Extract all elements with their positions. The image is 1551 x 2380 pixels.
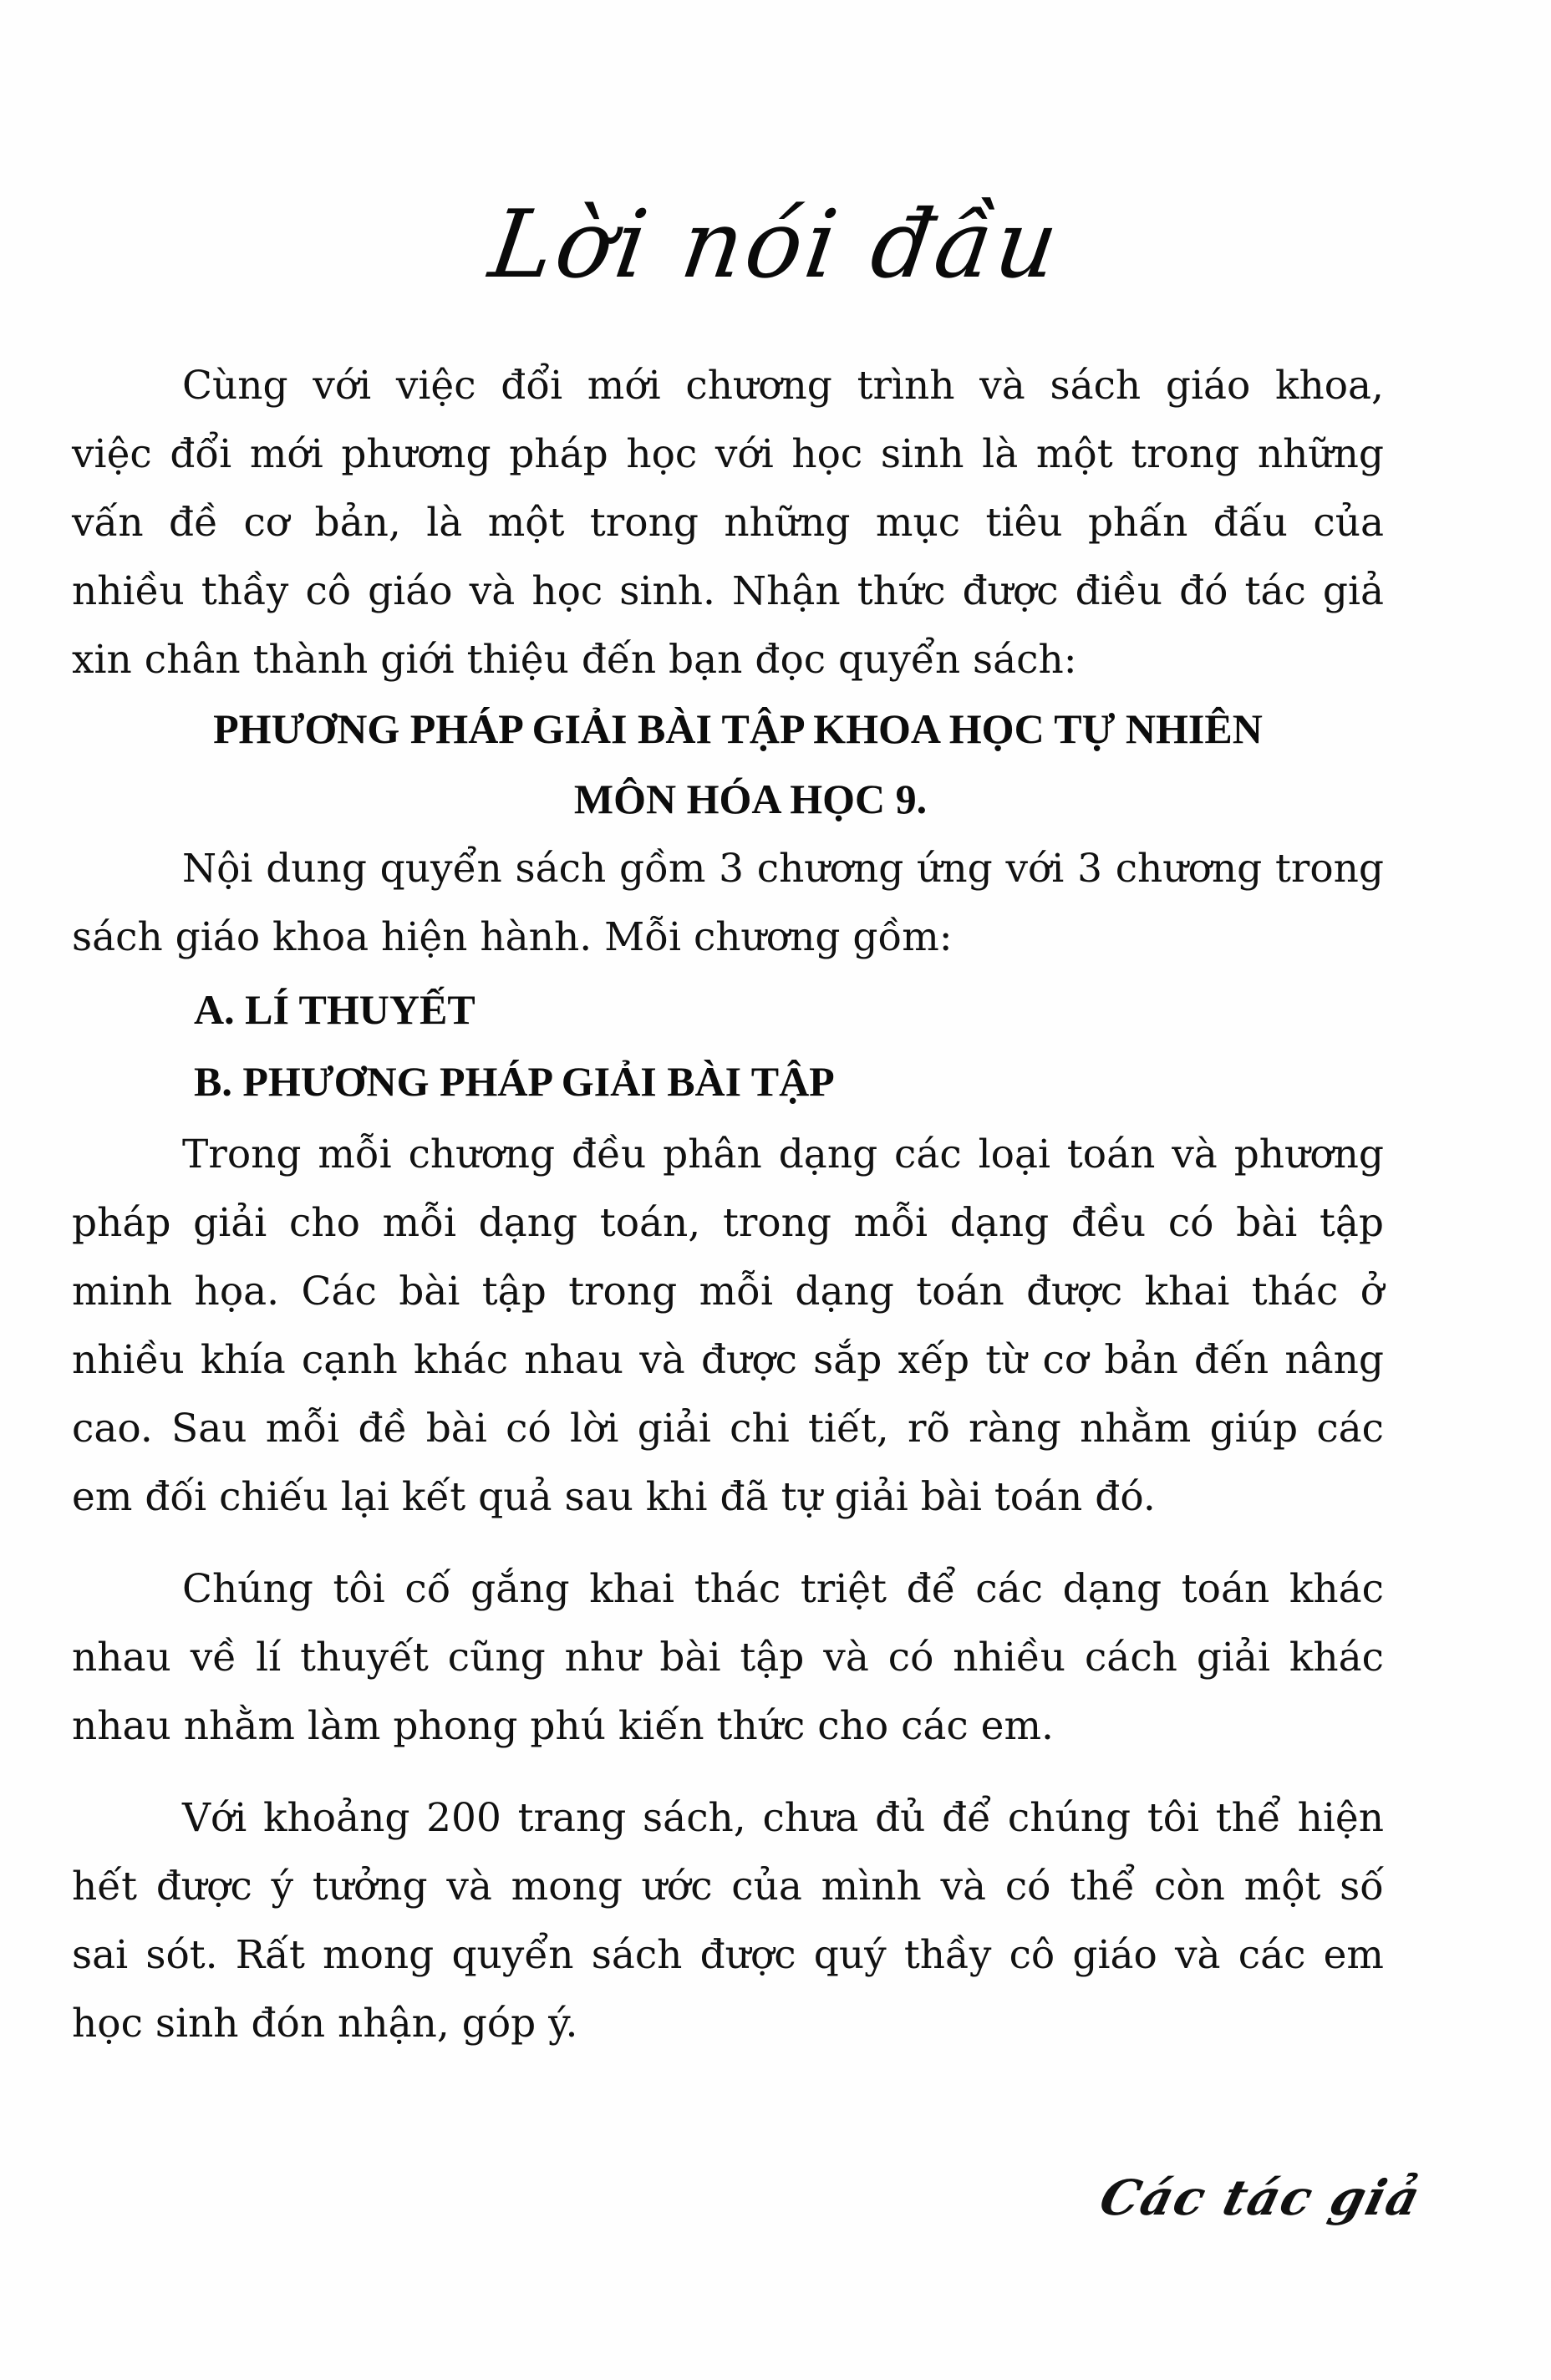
book-title-line-1: PHƯƠNG PHÁP GIẢI BÀI TẬP KHOA HỌC TỰ NHIÊN [213,705,1263,752]
paragraph-1-line-1: Cùng với việc đổi mới chương trình và sách giáo khoa, [182,363,1384,409]
paragraph-1-line-3: vấn đề cơ bản, là một trong những mục tiêu phấn đấu của [72,500,1384,546]
paragraph-3-line-1: Trong mỗi chương đều phân dạng các loại toán và phương [182,1132,1384,1177]
author-signature: Các tác giả [1094,2169,1427,2226]
paragraph-4-line-1: Chúng tôi cố gắng khai thác triệt để các dạng toán khác [182,1566,1384,1612]
paragraph-3-line-5: cao. Sau mỗi đề bài có lời giải chi tiết, rõ ràng nhằm giúp các [72,1406,1384,1452]
paragraph-2-line-1: Nội dung quyển sách gồm 3 chương ứng với 3 chương trong [182,846,1384,892]
paragraph-3-line-4: nhiều khía cạnh khác nhau và được sắp xếp từ cơ bản đến nâng [72,1337,1384,1383]
section-b-heading: B. PHƯƠNG PHÁP GIẢI BÀI TẬP [194,1058,835,1105]
section-a-heading: A. LÍ THUYẾT [194,986,475,1033]
page-title: Lời nói đầu [483,191,1068,299]
paragraph-5-line-1: Với khoảng 200 trang sách, chưa đủ để chúng tôi thể hiện [182,1795,1384,1841]
paragraph-4-line-2: nhau về lí thuyết cũng như bài tập và có nhiều cách giải khác [72,1635,1384,1681]
paragraph-2-line-2: sách giáo khoa hiện hành. Mỗi chương gồm: [72,914,953,960]
paragraph-5-line-3: sai sót. Rất mong quyển sách được quý thầy cô giáo và các em [72,1932,1384,1978]
paragraph-5-line-2: hết được ý tưởng và mong ước của mình và có thể còn một số [72,1864,1384,1910]
paragraph-1-line-5: xin chân thành giới thiệu đến bạn đọc quyển sách: [72,637,1077,683]
paragraph-3-line-3: minh họa. Các bài tập trong mỗi dạng toán được khai thác ở [72,1269,1384,1315]
paragraph-1-line-4: nhiều thầy cô giáo và học sinh. Nhận thức được điều đó tác giả [72,568,1384,614]
book-title-line-2: MÔN HÓA HỌC 9. [573,776,928,822]
paragraph-4-line-3: nhau nhằm làm phong phú kiến thức cho các em. [72,1703,1054,1749]
paragraph-1-line-2: việc đổi mới phương pháp học với học sinh là một trong những [72,431,1384,477]
paragraph-5-line-4: học sinh đón nhận, góp ý. [72,2001,578,2047]
paragraph-3-line-2: pháp giải cho mỗi dạng toán, trong mỗi dạng đều có bài tập [72,1200,1384,1246]
paragraph-3-line-6: em đối chiếu lại kết quả sau khi đã tự giải bài toán đó. [72,1474,1156,1520]
